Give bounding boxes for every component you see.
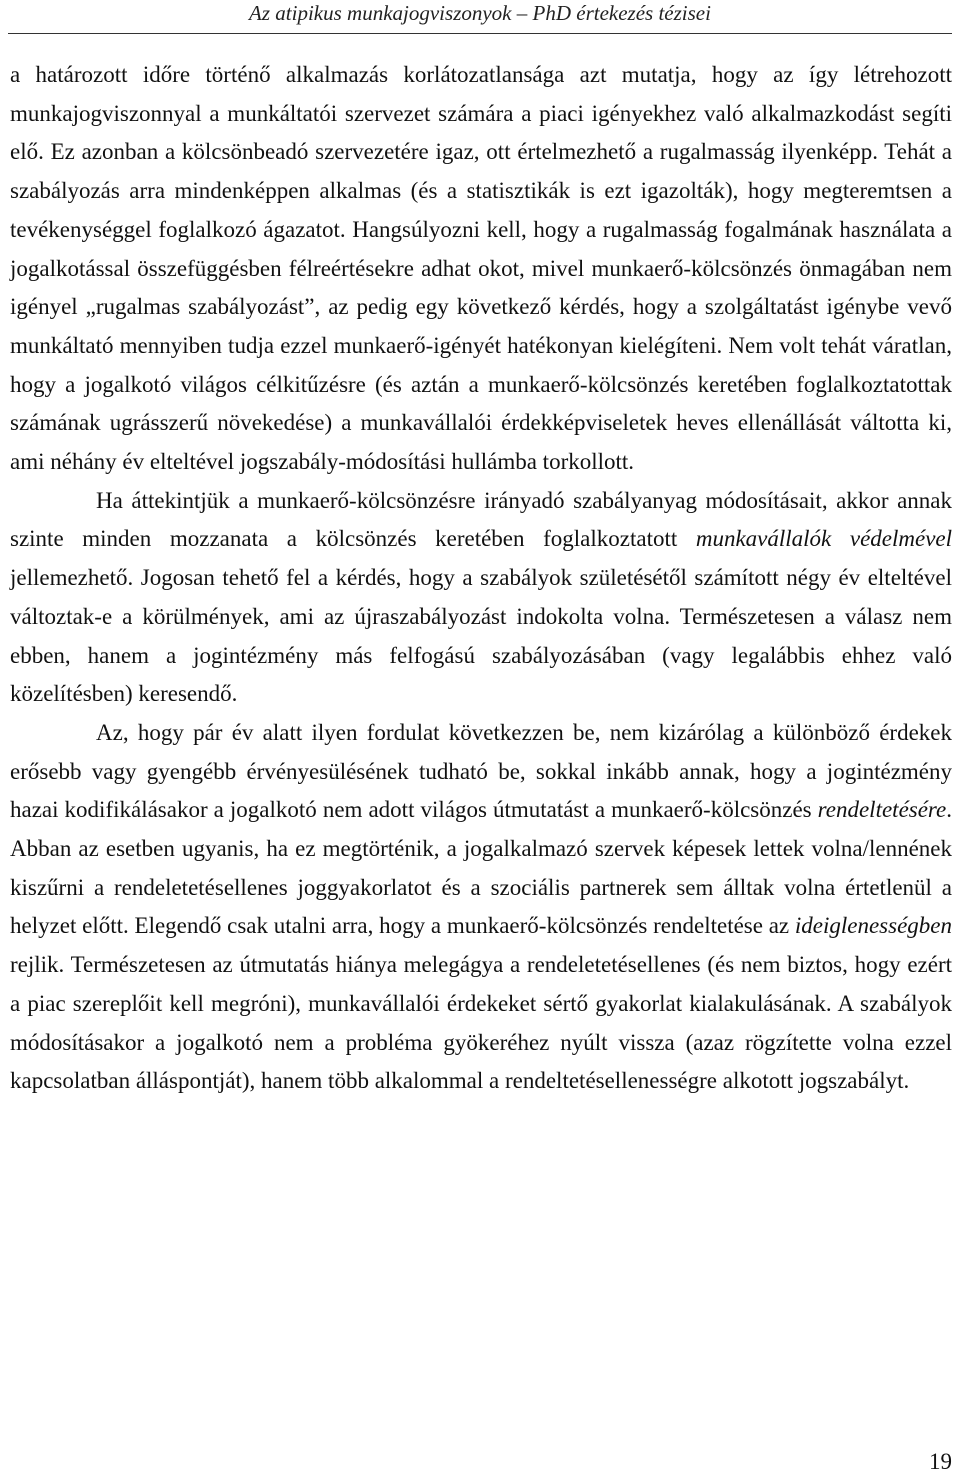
paragraph-3	[10, 714, 952, 1101]
running-header: Az atipikus munkajogviszonyok – PhD értekezés tézisei	[249, 1, 711, 25]
paragraph-1	[10, 56, 952, 482]
paragraph-3-text-a: Az, hogy pár év alatt ilyen fordulat következzen be, nem kizárólag a különböző érdekek erősebb vagy gyengébb érvényesülésének tudható be, sokkal inkább annak, hogy a jogintézmény hazai kodifikálásakor a jogalkotó nem adott világos útmutatást a munkaerő-kölcsönzés	[10, 719, 952, 823]
paragraph-3-text-b: . Abban az esetben ugyanis, ha ez megtörténik, a jogalkalmazó szervek képesek lettek volna/lennének kiszűrni a rendeletetésellenes joggyakorlatot és a szociális partnerek sem álltak volna értetlenül a helyzet előtt. Elegendő csak utalni arra, hogy a munkaerő-kölcsönzés rendeltetése az	[10, 797, 952, 939]
paragraph-2-text-b: jellemezhető. Jogosan tehető fel a kérdés, hogy a szabályok születésétől számított négy év elteltével változtak-e a körülmények, ami az újraszabályozást indokolta volna. Természetesen a válasz nem ebben, hanem a jogintézmény más felfogású szabályozásában (vagy legalábbis ehhez való közelítésben) keresendő.	[10, 565, 952, 707]
paragraph-2-text-a: Ha áttekintjük a munkaerő-kölcsönzésre irányadó szabályanyag módosításait, akkor annak szinte minden mozzanata a kölcsönzés keretében foglalkoztatott	[10, 487, 952, 552]
body-text	[10, 56, 952, 1101]
paragraph-2	[10, 482, 952, 714]
header-rule	[8, 33, 952, 34]
page-number: 19	[929, 1449, 952, 1474]
paragraph-3-emphasis-1: rendeltetésére	[817, 797, 947, 823]
paragraph-2-emphasis: munkavállalók védelmével	[695, 526, 953, 552]
paragraph-3-text-c: rejlik. Természetesen az útmutatás hiánya melegágya a rendeletetésellenes (és nem biztos, hogy ezért a piac szereplőit kell megróni), munkavállalói érdekeket sértő gyakorlat kialakulásának. A szabályok módosításakor a jogalkotó nem a probléma gyökeréhez nyúlt vissza (azaz rögzítette volna ezzel kapcsolatban álláspontját), hanem több alkalommal a rendeltetésellenességre alkotott jogszabályt.	[10, 952, 952, 1094]
paragraph-3-emphasis-2: ideiglenességben	[794, 913, 952, 939]
paragraph-1-text: a határozott időre történő alkalmazás korlátozatlansága azt mutatja, hogy az így létrehozott munkajogviszonnyal a munkáltatói szervezet számára a piaci igényekhez való alkalmazkodást segíti elő. Ez azonban a kölcsönbeadó szervezetére igaz, ott értelmezhető a rugalmasság ilyenképp. Tehát a szabályozás arra mindenképpen alkalmas (és a statisztikák is ezt igazolták), hogy megteremtsen a tevékenységgel foglalkozó ágazatot. Hangsúlyozni kell, hogy a rugalmasság fogalmának használata a jogalkotással összefüggésben félreértésekre adhat okot, mivel munkaerő-kölcsönzés önmagában nem igényel „rugalmas szabályozást”, az pedig egy következő kérdés, hogy a szolgáltatást igénybe vevő munkáltató mennyiben tudja ezzel munkaerő-igényét hatékonyan kielégíteni. Nem volt tehát váratlan, hogy a jogalkotó világos célkitűzésre (és aztán a munkaerő-kölcsönzés keretében foglalkoztatottak számának ugrásszerű növekedése) a munkavállalói érdekképviseletek heves ellenállását váltotta ki, ami néhány év elteltével jogszabály-módosítási hullámba torkollott.	[10, 62, 952, 475]
